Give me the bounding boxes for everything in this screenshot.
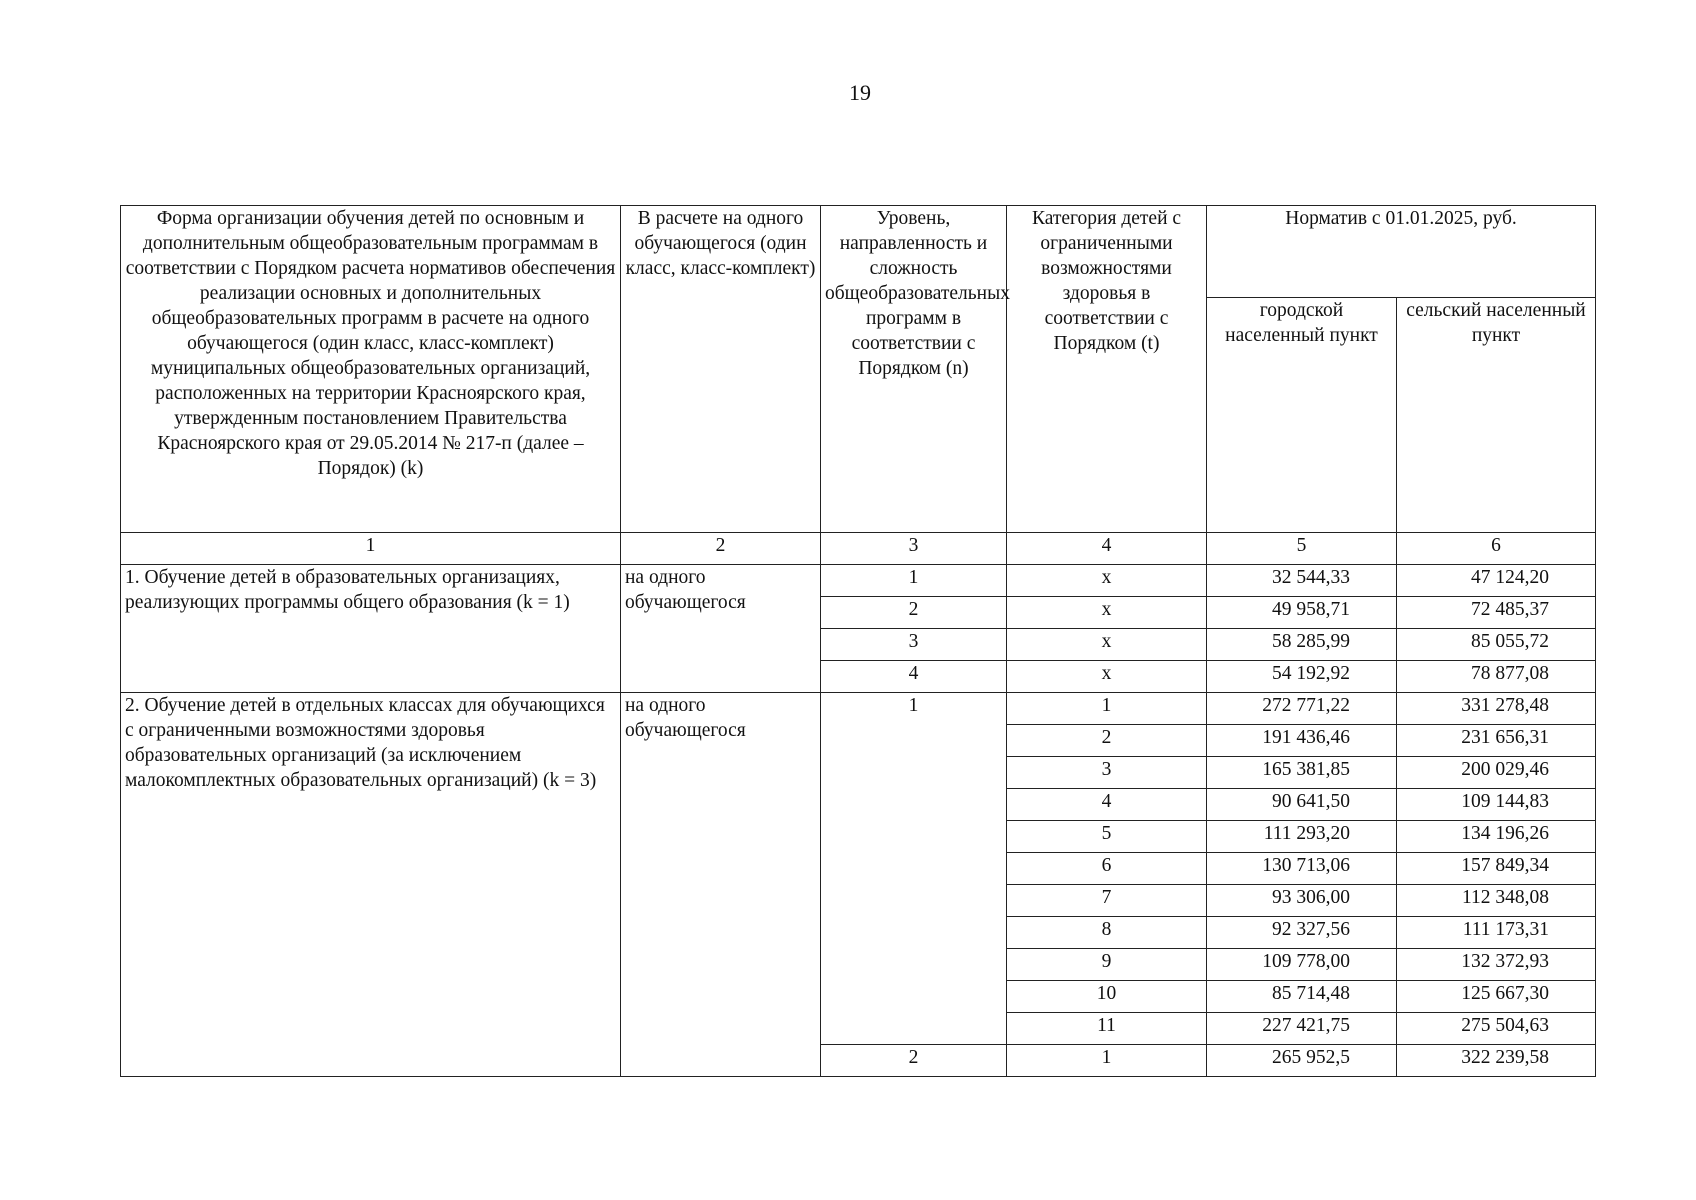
category-t: x [1007,661,1207,693]
rural-value: 322 239,58 [1397,1045,1596,1077]
header-per-student: В расчете на одного обучающегося (один класс, класс-комплект) [621,206,821,533]
level-n: 1 [821,693,1007,1045]
rural-value: 72 485,37 [1397,597,1596,629]
urban-value: 165 381,85 [1207,757,1397,789]
page-number: 19 [849,80,871,105]
category-t: 1 [1007,693,1207,725]
column-number-row [121,533,1596,565]
urban-value: 58 285,99 [1207,629,1397,661]
rural-value: 109 144,83 [1397,789,1596,821]
rural-value: 134 196,26 [1397,821,1596,853]
rural-value: 200 029,46 [1397,757,1596,789]
rural-value: 85 055,72 [1397,629,1596,661]
header-rural: сельский населенный пункт [1397,298,1596,533]
table-row [121,565,1596,597]
rural-value: 111 173,31 [1397,917,1596,949]
category-t: 4 [1007,789,1207,821]
rural-value: 275 504,63 [1397,1013,1596,1045]
category-t: x [1007,597,1207,629]
table-row [121,693,1596,725]
level-n: 1 [821,565,1007,597]
level-n: 2 [821,597,1007,629]
rural-value: 331 278,48 [1397,693,1596,725]
category-t: 6 [1007,853,1207,885]
urban-value: 191 436,46 [1207,725,1397,757]
column-number: 4 [1007,533,1207,565]
column-number: 3 [821,533,1007,565]
urban-value: 32 544,33 [1207,565,1397,597]
category-t: 3 [1007,757,1207,789]
section1-basis: на одного обучающегося [621,565,821,693]
category-t: x [1007,629,1207,661]
column-number: 1 [121,533,621,565]
urban-value: 92 327,56 [1207,917,1397,949]
urban-value: 49 958,71 [1207,597,1397,629]
section2-basis: на одного обучающегося [621,693,821,1077]
rural-value: 47 124,20 [1397,565,1596,597]
normatives-table [120,205,1596,1077]
rural-value: 78 877,08 [1397,661,1596,693]
urban-value: 227 421,75 [1207,1013,1397,1045]
column-number: 2 [621,533,821,565]
section2-title: 2. Обучение детей в отдельных классах для обучающихся с ограниченными возможностями здоровья образовательных организаций (за исключением малокомплектных образовательных организаций) (k = 3) [121,693,621,1077]
category-t: 1 [1007,1045,1207,1077]
level-n: 4 [821,661,1007,693]
header-normative: Норматив с 01.01.2025, руб. [1207,206,1596,298]
category-t: 9 [1007,949,1207,981]
category-t: 5 [1007,821,1207,853]
rural-value: 112 348,08 [1397,885,1596,917]
urban-value: 54 192,92 [1207,661,1397,693]
category-t: 8 [1007,917,1207,949]
urban-value: 93 306,00 [1207,885,1397,917]
rural-value: 125 667,30 [1397,981,1596,1013]
category-t: 11 [1007,1013,1207,1045]
category-t: x [1007,565,1207,597]
level-n: 2 [821,1045,1007,1077]
category-t: 10 [1007,981,1207,1013]
rural-value: 231 656,31 [1397,725,1596,757]
urban-value: 265 952,5 [1207,1045,1397,1077]
rural-value: 132 372,93 [1397,949,1596,981]
level-n: 3 [821,629,1007,661]
header-form-of-organization: Форма организации обучения детей по основным и дополнительным общеобразовательным программам в соответствии с Порядком расчета нормативов обеспечения реализации основных и дополнительных общеобразовательных программ в расчете на одного обучающегося (один класс, класс-комплект) муниципальных общеобразовательных организаций, расположенных на территории Красноярского края, утвержденным постановлением Правительства Красноярского края от 29.05.2014 № 217-п (далее – Порядок) (k) [121,206,621,533]
rural-value: 157 849,34 [1397,853,1596,885]
header-urban: городской населенный пункт [1207,298,1397,533]
urban-value: 272 771,22 [1207,693,1397,725]
section1-title: 1. Обучение детей в образовательных организациях, реализующих программы общего образования (k = 1) [121,565,621,693]
column-number: 6 [1397,533,1596,565]
category-t: 7 [1007,885,1207,917]
urban-value: 109 778,00 [1207,949,1397,981]
urban-value: 90 641,50 [1207,789,1397,821]
urban-value: 130 713,06 [1207,853,1397,885]
category-t: 2 [1007,725,1207,757]
urban-value: 111 293,20 [1207,821,1397,853]
header-disability-category: Категория детей с ограниченными возможностями здоровья в соответствии с Порядком (t) [1007,206,1207,533]
column-number: 5 [1207,533,1397,565]
header-program-level: Уровень, направленность и сложность общеобразовательных программ в соответствии с Порядком (n) [821,206,1007,533]
urban-value: 85 714,48 [1207,981,1397,1013]
